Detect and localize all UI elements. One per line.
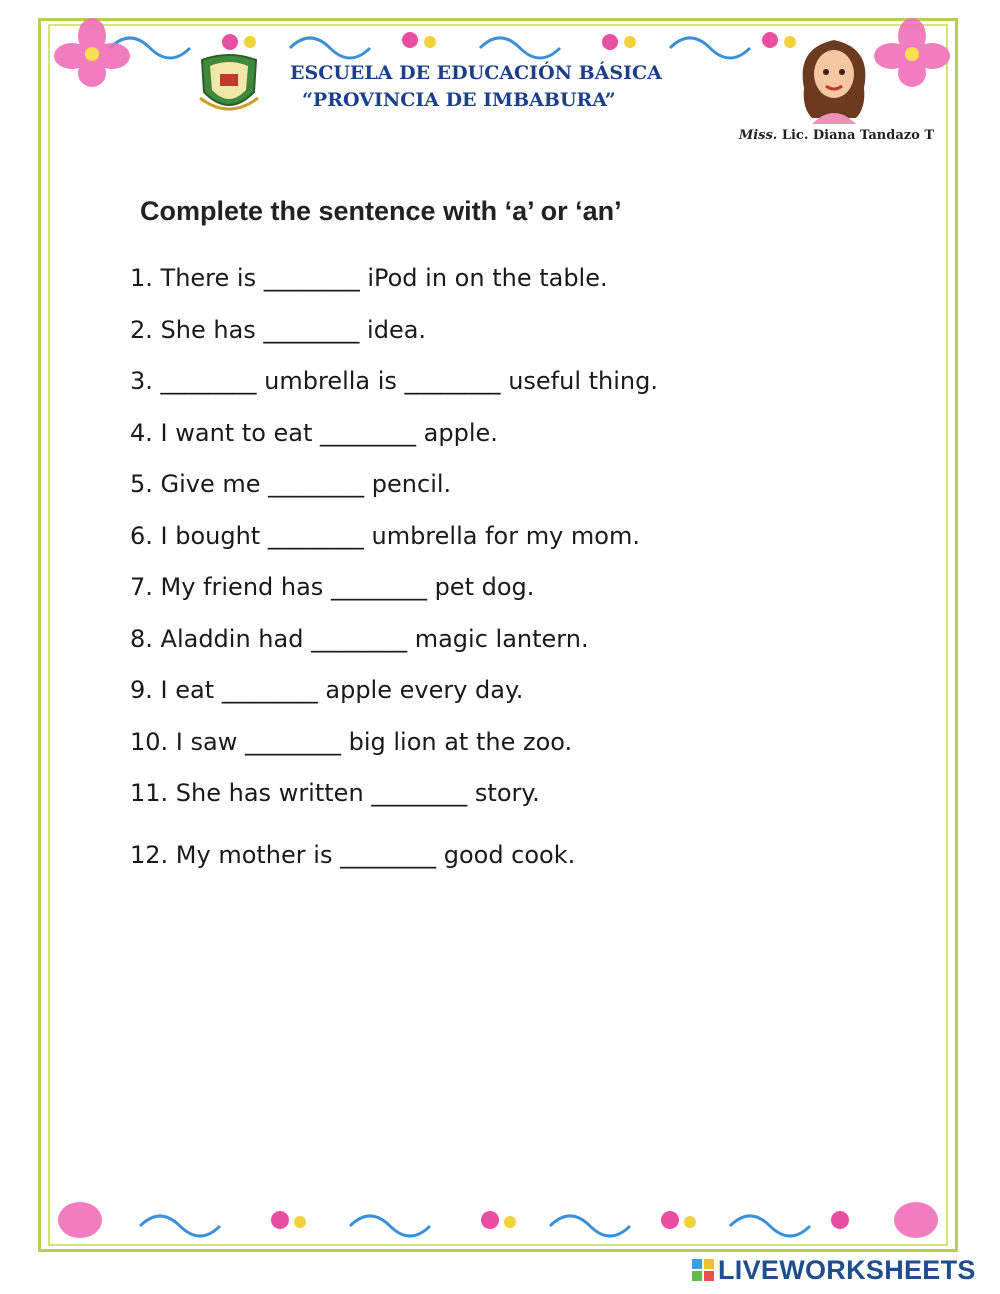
sentence-item-2: 2. She has ________ idea. [130,315,427,344]
liveworksheets-logo-icon [692,1259,714,1281]
sentence-item-4: 4. I want to eat ________ apple. [130,418,498,447]
sentence-item-10: 10. I saw ________ big lion at the zoo. [130,727,573,756]
sentence-item-3: 3. ________ umbrella is ________ useful thing. [130,367,658,395]
bottom-floral-banner [50,1190,946,1250]
worksheet-title: Complete the sentence with ‘a’ or ‘an’ [140,196,622,226]
school-name-line1: ESCUELA DE EDUCACIÓN BÁSICA [290,62,662,84]
sentence-item-11: 11. She has written ________ story. [130,779,540,807]
teacher-avatar [786,28,882,124]
flower-corner-top-right [872,18,952,88]
teacher-signature [739,128,934,143]
sentence-item-12: 12. My mother is ________ good cook. [130,840,576,869]
sentence-item-1: 1. There is ________ iPod in on the table. [130,264,608,292]
liveworksheets-brand [692,1252,992,1288]
sentence-item-7: 7. My friend has ________ pet dog. [130,573,535,601]
school-crest-logo [196,52,262,118]
flower-corner-top-left [52,18,132,88]
teacher-name: Lic. Diana Tandazo T [781,128,934,143]
brand-name: LIVEWORKSHEETS [718,1254,976,1285]
school-name-line2: “PROVINCIA DE IMBABURA” [302,89,616,111]
sentence-item-5: 5. Give me ________ pencil. [130,470,452,498]
sentence-item-8: 8. Aladdin had ________ magic lantern. [130,624,589,653]
sentence-item-9: 9. I eat ________ apple every day. [130,676,524,704]
sentence-item-6: 6. I bought ________ umbrella for my mom. [130,521,640,550]
sentence-list [130,258,658,886]
school-name [290,60,662,114]
teacher-prefix: Miss. [738,128,778,143]
